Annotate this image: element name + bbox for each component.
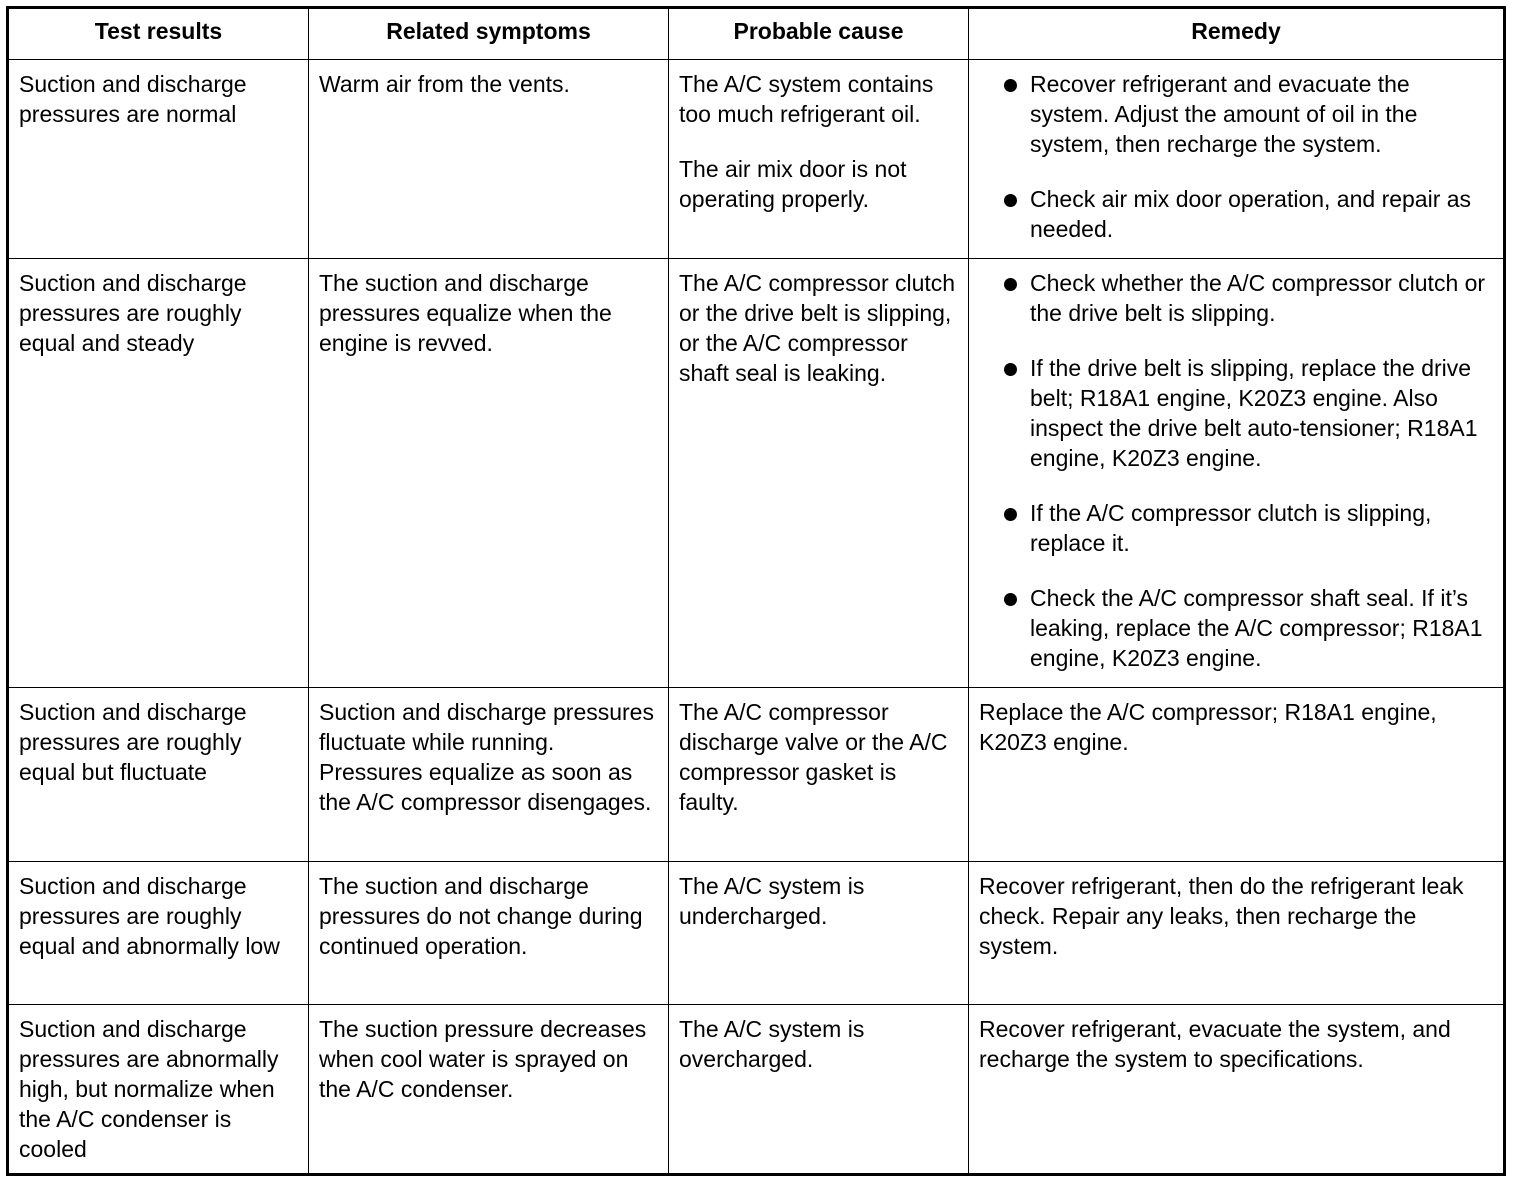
bullet-icon [1004, 79, 1017, 92]
header-remedy: Remedy [969, 9, 1503, 60]
remedy-text: If the A/C compressor clutch is slipping, replace it. [1030, 500, 1432, 556]
remedy-text: Check whether the A/C compressor clutch or the drive belt is slipping. [1030, 270, 1486, 326]
row5-cause-text: The A/C system is overcharged. [679, 1016, 865, 1072]
table-grid [9, 9, 1503, 1173]
header-related-symptoms: Related symptoms [309, 9, 669, 60]
row1-cause [669, 60, 969, 259]
remedy-bullet-item [979, 184, 1493, 244]
remedy-text: Recover refrigerant and evacuate the system. Adjust the amount of oil in the system, then recharge the system. [1030, 71, 1418, 157]
row3-symptoms: Suction and discharge pressures fluctuate while running. Pressures equalize as soon as the A/C compressor disengages. [309, 688, 669, 862]
row4-cause [669, 862, 969, 1005]
bullet-icon [1004, 194, 1017, 207]
header-probable-cause: Probable cause [669, 9, 969, 60]
row5-symptoms: The suction pressure decreases when cool water is sprayed on the A/C condenser. [309, 1005, 669, 1173]
row5-test-result: Suction and discharge pressures are abnormally high, but normalize when the A/C condenser is cooled [9, 1005, 309, 1173]
row3-remedy: Replace the A/C compressor; R18A1 engine, K20Z3 engine. [969, 688, 1503, 862]
remedy-text: If the drive belt is slipping, replace the drive belt; R18A1 engine, K20Z3 engine. Also inspect the drive belt auto-tensioner; R18A1 engine, K20Z3 engine. [1030, 355, 1478, 471]
row1-test-result: Suction and discharge pressures are normal [9, 60, 309, 259]
row2-symptoms: The suction and discharge pressures equalize when the engine is revved. [309, 259, 669, 688]
remedy-text: Check air mix door operation, and repair as needed. [1030, 186, 1472, 242]
remedy-bullet-item [979, 69, 1493, 159]
row1-symptoms: Warm air from the vents. [309, 60, 669, 259]
row3-cause-text: The A/C compressor discharge valve or the A/C compressor gasket is faulty. [679, 699, 948, 815]
row3-test-result: Suction and discharge pressures are roughly equal but fluctuate [9, 688, 309, 862]
troubleshooting-table [6, 6, 1506, 1176]
row1-cause-text: The air mix door is not operating properly. [679, 156, 907, 212]
bullet-icon [1004, 363, 1017, 376]
remedy-bullet-item [979, 268, 1493, 328]
remedy-text: Check the A/C compressor shaft seal. If it’s leaking, replace the A/C compressor; R18A1 engine, K20Z3 engine. [1030, 585, 1483, 671]
row2-test-result: Suction and discharge pressures are roughly equal and steady [9, 259, 309, 688]
bullet-icon [1004, 508, 1017, 521]
remedy-bullet-item [979, 498, 1493, 558]
row4-cause-text: The A/C system is undercharged. [679, 873, 865, 929]
row2-cause-text: The A/C compressor clutch or the drive belt is slipping, or the A/C compressor shaft seal is leaking. [679, 270, 956, 386]
row4-remedy: Recover refrigerant, then do the refrigerant leak check. Repair any leaks, then recharge the system. [969, 862, 1503, 1005]
remedy-bullet-item [979, 583, 1493, 673]
row5-remedy: Recover refrigerant, evacuate the system, and recharge the system to specifications. [979, 1016, 1451, 1072]
row2-remedy [969, 259, 1503, 688]
remedy-bullet-item [979, 353, 1493, 473]
row4-test-result: Suction and discharge pressures are roughly equal and abnormally low [9, 862, 309, 1005]
bullet-icon [1004, 593, 1017, 606]
bullet-icon [1004, 278, 1017, 291]
row2-cause [669, 259, 969, 688]
row1-remedy [969, 60, 1503, 259]
header-test-results: Test results [9, 9, 309, 60]
row3-cause [669, 688, 969, 862]
row1-cause-text: The A/C system contains too much refrigerant oil. [679, 71, 934, 127]
row5-cause [669, 1005, 969, 1173]
row4-symptoms: The suction and discharge pressures do not change during continued operation. [309, 862, 669, 1005]
